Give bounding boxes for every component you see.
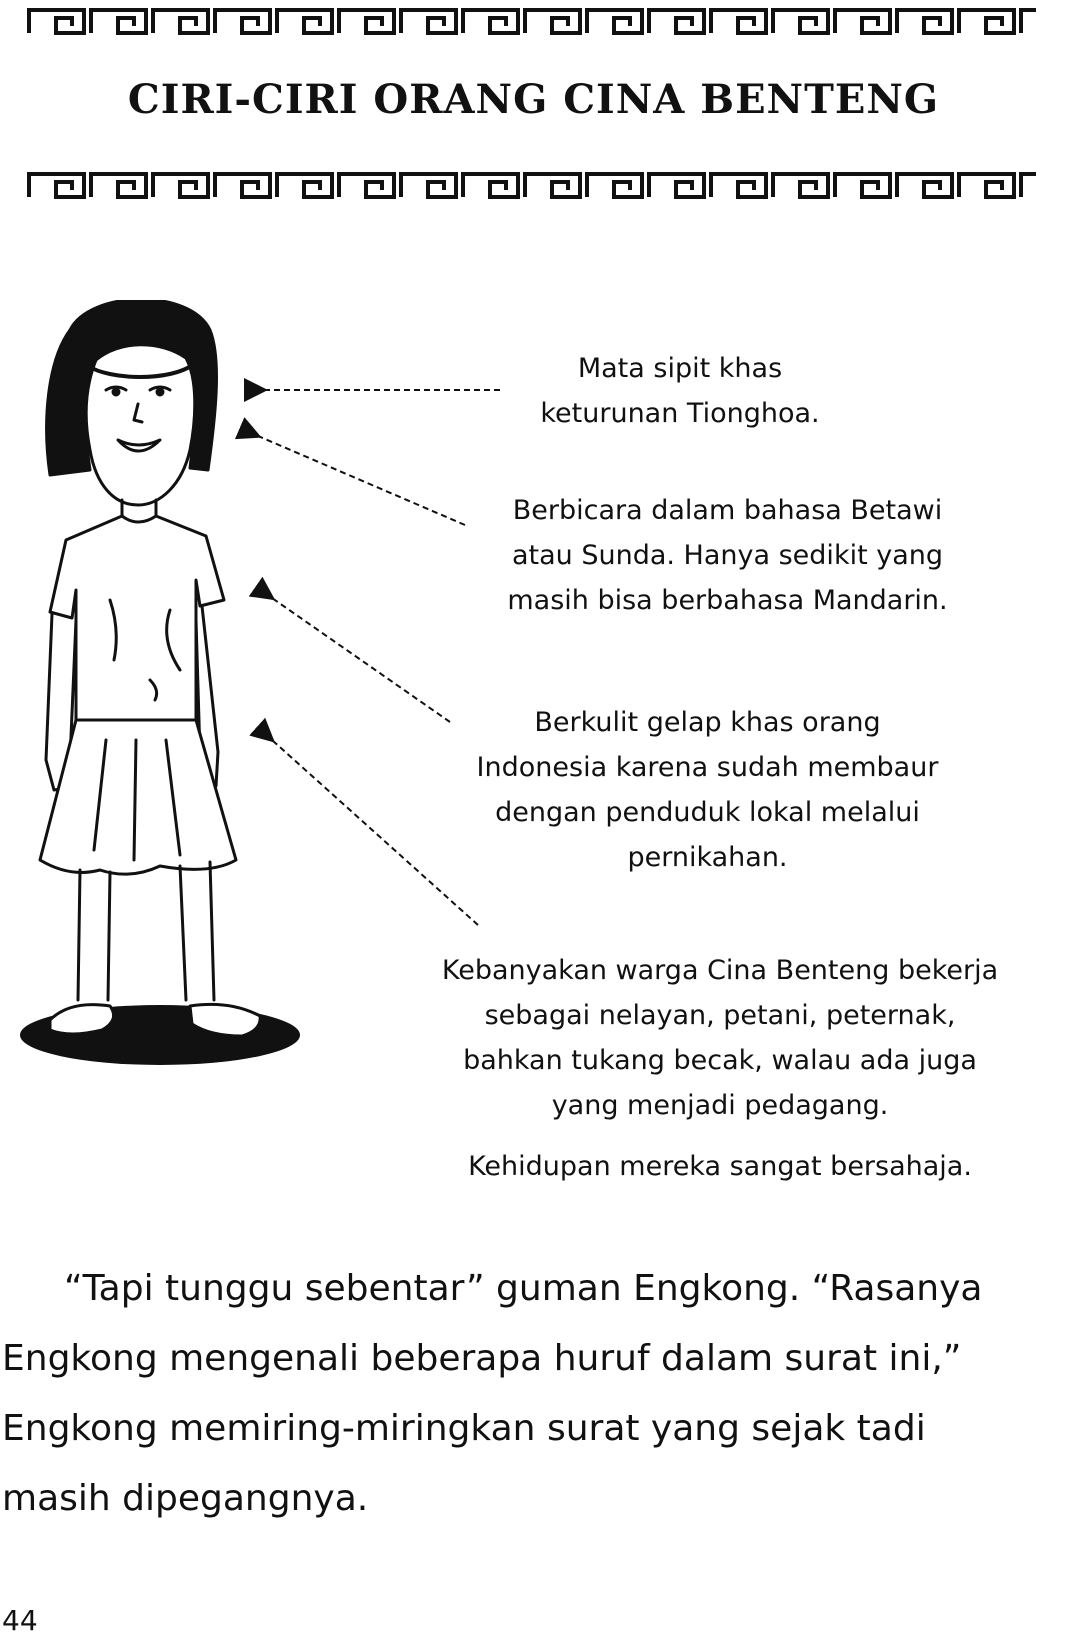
paragraph-line: Engkong memiring-miringkan surat yang sejak tadi xyxy=(2,1408,926,1449)
callout-skin: Berkulit gelap khas orang Indonesia karena sudah membaur dengan penduduk lokal melalui pernikahan. xyxy=(476,707,939,873)
ornamental-border-bottom xyxy=(26,170,1036,200)
girl-illustration xyxy=(10,300,310,1130)
page-number: 44 xyxy=(2,1604,38,1637)
paragraph-line: Engkong mengenali beberapa huruf dalam surat ini,” xyxy=(2,1338,962,1379)
page-title: CIRI-CIRI ORANG CINA BENTENG xyxy=(127,76,940,123)
ornamental-border-top xyxy=(26,6,1036,36)
story-paragraph xyxy=(2,1254,1052,1534)
callout-eyes: Mata sipit khas keturunan Tionghoa. xyxy=(540,353,820,429)
callout-language: Berbicara dalam bahasa Betawi atau Sunda. Hanya sedikit yang masih bisa berbahasa Mandarin. xyxy=(507,495,948,616)
paragraph-line: masih dipegangnya. xyxy=(2,1478,369,1519)
callout-occupation: Kebanyakan warga Cina Benteng bekerja sebagai nelayan, petani, peternak, bahkan tukang becak, walau ada juga yang menjadi pedagang. xyxy=(441,955,999,1121)
paragraph-line: “Tapi tunggu sebentar” guman Engkong. “Rasanya xyxy=(64,1268,983,1309)
callout-lifestyle: Kehidupan mereka sangat bersahaja. xyxy=(468,1151,972,1182)
